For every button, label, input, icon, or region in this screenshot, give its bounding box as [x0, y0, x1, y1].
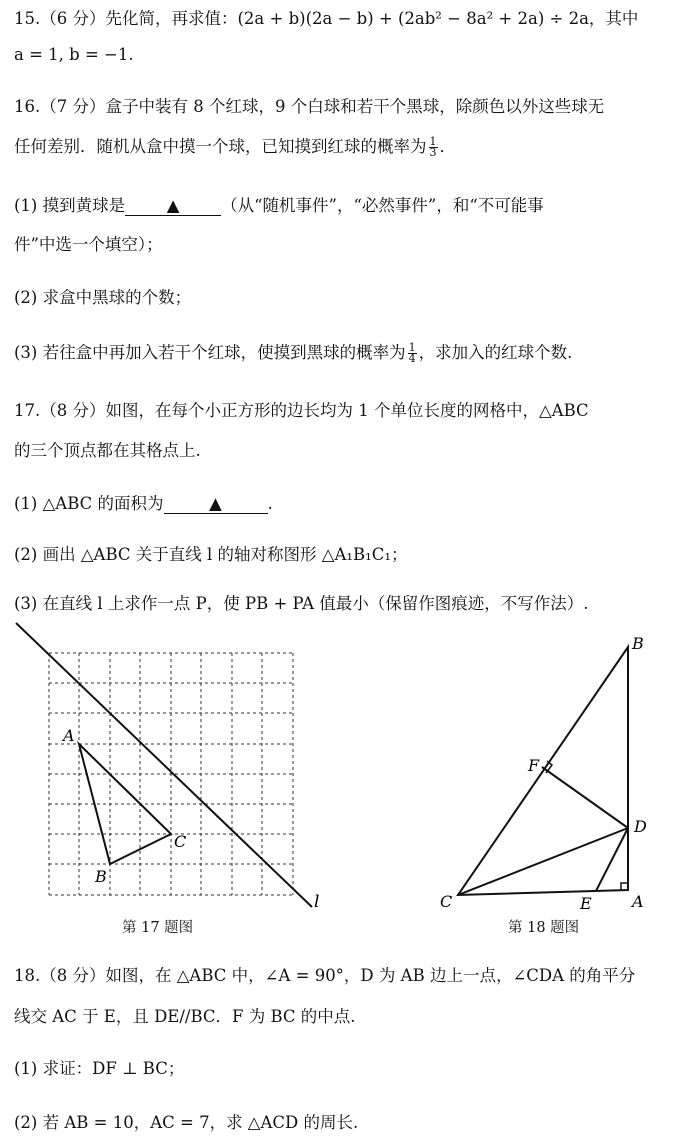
q15-line2: a = 1, b = −1.	[14, 45, 134, 64]
figure-17	[0, 615, 340, 925]
q17-line2: 的三个顶点都在其格点上.	[14, 441, 201, 460]
q16-part1-line2: 件”中选一个填空）；	[14, 235, 163, 254]
q16-line2	[14, 136, 689, 158]
label-D: D	[634, 817, 647, 836]
q16-answer-blank: ▲	[125, 197, 221, 216]
label-B: B	[95, 867, 107, 886]
q16-part1	[14, 195, 689, 217]
q16-line1: 16.（7 分）盒子中装有 8 个红球，9 个白球和若干个黑球，除颜色以外这些球无	[14, 97, 605, 116]
label-C: C	[174, 832, 187, 851]
q16-part3	[14, 342, 689, 364]
q15-line1: 15.（6 分）先化简，再求值：(2a + b)(2a − b) + (2ab² − 8a² + 2a) ÷ 2a，其中	[14, 9, 639, 28]
q16-part3-end: ，求加入的红球个数.	[418, 343, 573, 362]
q16-frac-num: 1	[429, 135, 437, 148]
label-l: l	[314, 892, 320, 912]
q17-part1-end: .	[267, 494, 273, 513]
q16-part1-start: (1) 摸到黄球是	[14, 196, 126, 215]
figure-18	[420, 625, 690, 915]
label-F: F	[528, 756, 540, 775]
q17-answer-blank: ▲	[164, 495, 268, 514]
label-A: A	[63, 726, 75, 745]
triangle-abc	[458, 647, 628, 895]
q18-part2: (2) 若 AB = 10，AC = 7，求 △ACD 的周长.	[14, 1113, 359, 1132]
q16-line2-end: ．	[439, 137, 456, 156]
q16-fraction	[429, 137, 438, 158]
segment-de	[596, 828, 628, 891]
q16-frac-den: 3	[429, 146, 437, 159]
figure-18-caption: 第 18 题图	[508, 920, 580, 936]
q16-line2-text: 任何差别．随机从盒中摸一个球，已知摸到红球的概率为	[14, 137, 427, 156]
q17-part2: (2) 画出 △ABC 关于直线 l 的轴对称图形 △A₁B₁C₁；	[14, 545, 408, 564]
q18-line2: 线交 AC 于 E，且 DE//BC．F 为 BC 的中点.	[14, 1007, 356, 1026]
q16-part2: (2) 求盒中黑球的个数；	[14, 288, 192, 307]
label-B: B	[632, 634, 644, 653]
q16-part3-frac-den: 4	[408, 352, 416, 365]
q17-part1-start: (1) △ABC 的面积为	[14, 494, 164, 513]
q16-part3-fraction	[408, 343, 417, 364]
q17-part1	[14, 493, 689, 515]
q16-part3-frac-num: 1	[408, 341, 416, 354]
q17-line1: 17.（8 分）如图，在每个小正方形的边长均为 1 个单位长度的网格中，△ABC	[14, 401, 589, 420]
figure-17-caption: 第 17 题图	[122, 920, 194, 936]
q17-part3: (3) 在直线 l 上求作一点 P，使 PB + PA 值最小（保留作图痕迹，不写作法）.	[14, 594, 589, 613]
label-A: A	[632, 892, 644, 911]
right-angle-a	[621, 883, 628, 890]
segment-df	[542, 767, 628, 828]
q18-part1: (1) 求证：DF ⊥ BC；	[14, 1059, 185, 1078]
q16-part3-text: (3) 若往盒中再加入若干个红球，使摸到黑球的概率为	[14, 343, 406, 362]
label-E: E	[580, 894, 592, 913]
q18-line1: 18.（8 分）如图，在 △ABC 中，∠A = 90°，D 为 AB 边上一点，∠CDA 的角平分	[14, 966, 636, 985]
label-C: C	[440, 892, 453, 911]
q16-part1-end: （从“随机事件”，“必然事件”，和“不可能事	[221, 196, 544, 215]
segment-cd	[458, 828, 628, 895]
